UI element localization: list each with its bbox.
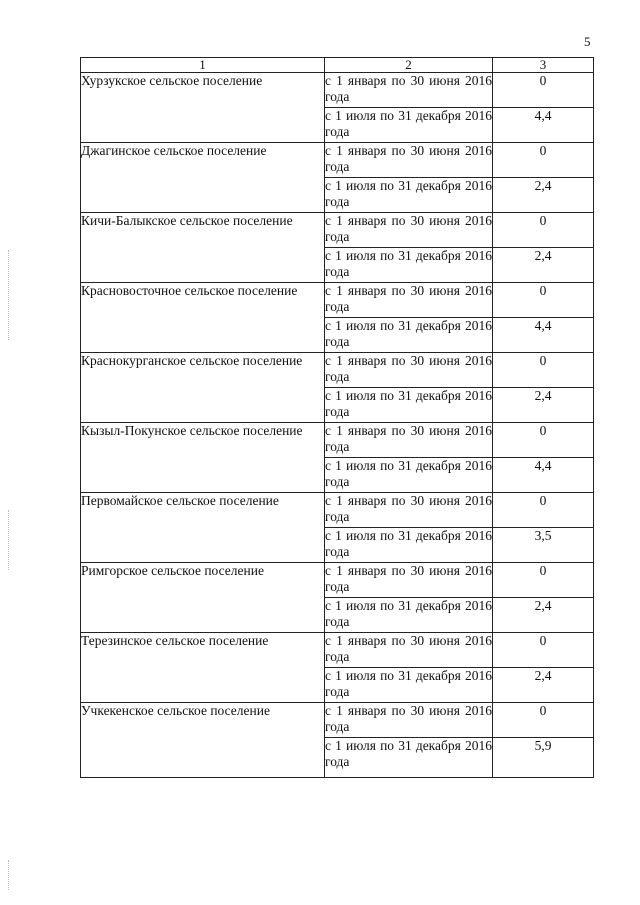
settlement-name: Кичи-Балыкское сельское поселение [81, 213, 325, 283]
table-header [81, 58, 594, 73]
table-row [81, 703, 594, 738]
period-cell: с 1 июля по 31 декабря 2016 года [325, 178, 493, 213]
period-cell: с 1 января по 30 июня 2016 года [325, 633, 493, 668]
period-cell: с 1 июля по 31 декабря 2016 года [325, 108, 493, 143]
period-cell: с 1 июля по 31 декабря 2016 года [325, 388, 493, 423]
table-row [81, 633, 594, 668]
table-row [81, 563, 594, 598]
value-cell: 2,4 [493, 248, 594, 283]
header-col-2: 2 [325, 58, 493, 73]
value-cell: 0 [493, 213, 594, 248]
period-cell: с 1 января по 30 июня 2016 года [325, 143, 493, 178]
header-col-3: 3 [493, 58, 594, 73]
period-cell: с 1 января по 30 июня 2016 года [325, 703, 493, 738]
table-row [81, 353, 594, 388]
settlement-name: Красновосточное сельское поселение [81, 283, 325, 353]
period-cell: с 1 января по 30 июня 2016 года [325, 493, 493, 528]
period-cell: с 1 июля по 31 декабря 2016 года [325, 598, 493, 633]
period-cell: с 1 июля по 31 декабря 2016 года [325, 528, 493, 563]
header-row [81, 58, 594, 73]
value-cell: 2,4 [493, 598, 594, 633]
settlement-name: Терезинское сельское поселение [81, 633, 325, 703]
value-cell: 0 [493, 423, 594, 458]
scan-margin-marks [8, 510, 11, 570]
table-body [81, 73, 594, 778]
period-cell: с 1 января по 30 июня 2016 года [325, 213, 493, 248]
period-cell: с 1 июля по 31 декабря 2016 года [325, 248, 493, 283]
settlement-name: Джагинское сельское поселение [81, 143, 325, 213]
settlement-name: Первомайское сельское поселение [81, 493, 325, 563]
period-cell: с 1 января по 30 июня 2016 года [325, 563, 493, 598]
period-cell: с 1 января по 30 июня 2016 года [325, 283, 493, 318]
value-cell: 2,4 [493, 178, 594, 213]
table-row [81, 73, 594, 108]
period-cell: с 1 июля по 31 декабря 2016 года [325, 458, 493, 493]
value-cell: 0 [493, 563, 594, 598]
value-cell: 4,4 [493, 458, 594, 493]
value-cell: 0 [493, 633, 594, 668]
value-cell: 4,4 [493, 318, 594, 353]
value-cell: 0 [493, 493, 594, 528]
settlement-name: Кызыл-Покунское сельское поселение [81, 423, 325, 493]
period-cell: с 1 января по 30 июня 2016 года [325, 353, 493, 388]
period-cell: с 1 июля по 31 декабря 2016 года [325, 318, 493, 353]
value-cell: 0 [493, 353, 594, 388]
value-cell: 0 [493, 73, 594, 108]
page-number: 5 [584, 34, 591, 49]
header-col-1: 1 [81, 58, 325, 73]
period-cell: с 1 июля по 31 декабря 2016 года [325, 668, 493, 703]
value-cell: 0 [493, 143, 594, 178]
value-cell: 2,4 [493, 388, 594, 423]
table-row [81, 283, 594, 318]
scan-margin-marks [8, 250, 11, 340]
settlement-name: Краснокурганское сельское поселение [81, 353, 325, 423]
value-cell: 5,9 [493, 738, 594, 778]
settlement-name: Хурзукское сельское поселение [81, 73, 325, 143]
settlement-name: Учкекенское сельское поселение [81, 703, 325, 778]
value-cell: 0 [493, 703, 594, 738]
period-cell: с 1 января по 30 июня 2016 года [325, 423, 493, 458]
table-row [81, 423, 594, 458]
settlement-name: Римгорское сельское поселение [81, 563, 325, 633]
value-cell: 2,4 [493, 668, 594, 703]
scan-margin-marks [8, 860, 11, 890]
table-row [81, 143, 594, 178]
period-cell: с 1 января по 30 июня 2016 года [325, 73, 493, 108]
period-cell: с 1 июля по 31 декабря 2016 года [325, 738, 493, 778]
table-row [81, 493, 594, 528]
tariff-table [80, 57, 594, 778]
value-cell: 4,4 [493, 108, 594, 143]
value-cell: 0 [493, 283, 594, 318]
table-row [81, 213, 594, 248]
value-cell: 3,5 [493, 528, 594, 563]
